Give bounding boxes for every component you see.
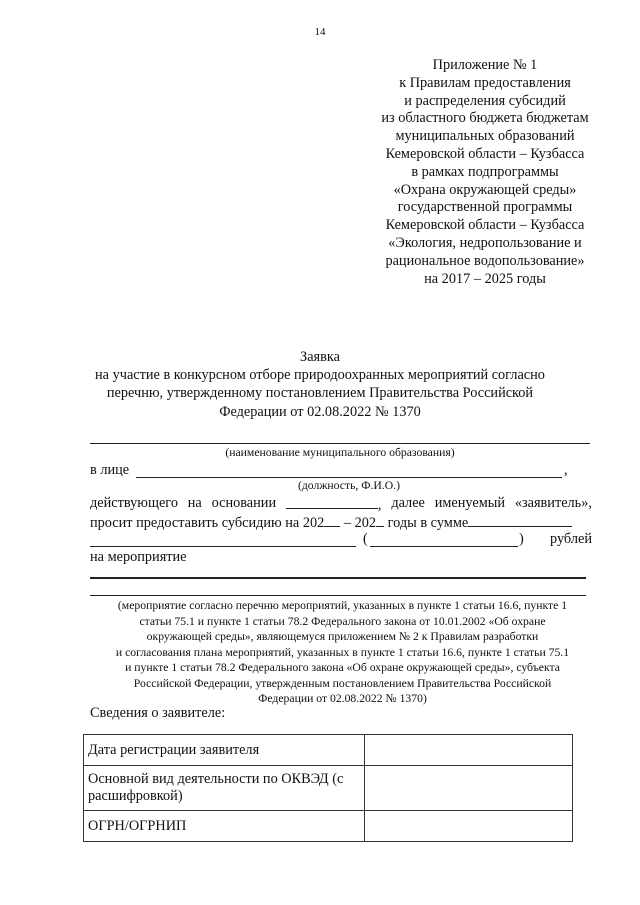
- paren-open: (: [363, 531, 368, 547]
- basis-word: «заявитель»,: [514, 495, 592, 511]
- appendix-line: «Экология, недропользование и: [388, 234, 582, 251]
- measure-caption-line: статьи 75.1 и пункте 1 статьи 78.2 Федерального закона от 10.01.2002 «Об охране: [139, 614, 546, 628]
- appendix-line: из областного бюджета бюджетам: [381, 110, 589, 127]
- basis-word: основании: [211, 495, 277, 511]
- measure-label: на мероприятие: [90, 549, 187, 565]
- appendix-line: государственной программы: [397, 199, 573, 216]
- sum-field-continuation[interactable]: [90, 546, 356, 547]
- appendix-line: в рамках подпрограммы: [411, 163, 559, 180]
- measure-caption-line: и согласования плана мероприятий, указанных в пункте 1 статьи 16.6, пункте 1 статьи 75.1: [115, 645, 570, 659]
- appendix-line: к Правилам предоставления: [399, 74, 571, 91]
- subsidy-text: – 202: [343, 515, 377, 531]
- municipality-name-field[interactable]: [90, 443, 590, 444]
- sum-in-words-field[interactable]: [370, 546, 518, 547]
- measure-caption-line: и пункте 1 статьи 78.2 Федерального закона «Об охране окружающей среды», субъекта: [125, 661, 560, 674]
- table-value-cell[interactable]: [365, 766, 573, 811]
- basis-word: действующего: [90, 495, 178, 511]
- table-value-cell[interactable]: [365, 735, 573, 766]
- measure-caption-line: Федерации от 02.08.2022 № 1370): [258, 692, 427, 705]
- measure-caption-line: (мероприятие согласно перечню мероприятий, указанных в пункте 1 статьи 16.6, пункте 1: [117, 599, 568, 612]
- table-row: [84, 811, 573, 842]
- measure-field-second-line[interactable]: [90, 595, 586, 596]
- table-label-cell: ОГРН/ОГРНИП: [84, 811, 365, 842]
- appendix-line: муниципальных образований: [395, 128, 575, 145]
- measure-caption-line: Российской Федерации, утвержденным постановлением Правительства Российской: [133, 676, 552, 690]
- appendix-line: на 2017 – 2025 годы: [424, 270, 546, 287]
- appendix-header: [330, 57, 640, 288]
- appendix-line: «Охрана окружающей среды»: [393, 181, 577, 198]
- table-label-cell: Дата регистрации заявителя: [84, 735, 365, 766]
- title-line: Федерации от 02.08.2022 № 1370: [219, 403, 421, 420]
- applicant-info-table: [83, 734, 573, 842]
- measure-caption-line: окружающей среды», являющемуся приложением № 2 к Правилам разработки: [146, 630, 539, 643]
- table-row: [84, 735, 573, 766]
- table-label-cell: Основной вид деятельности по ОКВЭД (с расшифровкой): [84, 766, 365, 811]
- application-title: [70, 348, 570, 421]
- in-person-comma: ,: [564, 462, 568, 478]
- title-line: на участие в конкурсном отборе природоохранных мероприятий согласно: [95, 367, 545, 384]
- subsidy-request-line: [90, 513, 572, 532]
- table-row: [84, 766, 573, 811]
- basis-document-field[interactable]: [286, 495, 378, 509]
- subsidy-text: годы в сумме: [387, 515, 469, 531]
- appendix-line: Кемеровской области – Кузбасса: [385, 217, 585, 234]
- appendix-line: Кемеровской области – Кузбасса: [385, 145, 585, 162]
- rubles-label: рублей: [550, 531, 592, 547]
- paren-close: ): [519, 531, 524, 547]
- basis-word: далее: [391, 495, 425, 511]
- municipality-caption: (наименование муниципального образования): [225, 446, 455, 459]
- basis-comma: ,: [377, 497, 382, 513]
- year-end-field[interactable]: [376, 513, 384, 527]
- table-value-cell[interactable]: [365, 811, 573, 842]
- appendix-line: Приложение № 1: [432, 57, 538, 73]
- title-heading: Заявка: [300, 349, 340, 365]
- applicant-info-label: Сведения о заявителе:: [90, 705, 226, 721]
- position-caption: (должность, Ф.И.О.): [297, 479, 401, 492]
- title-line: перечню, утвержденному постановлением Правительства Российской: [106, 385, 534, 402]
- in-person-field[interactable]: [136, 477, 562, 478]
- appendix-line: рациональное водопользование»: [385, 252, 585, 269]
- page-number: 14: [314, 26, 326, 38]
- appendix-line: и распределения субсидий: [404, 92, 566, 109]
- basis-word: на: [187, 495, 202, 511]
- measure-field[interactable]: [90, 577, 586, 579]
- year-start-field[interactable]: [324, 513, 340, 527]
- measure-caption: [90, 598, 595, 707]
- in-person-label: в лице: [90, 462, 130, 478]
- subsidy-text: просит предоставить субсидию на 202: [90, 515, 325, 531]
- sum-field[interactable]: [468, 513, 572, 527]
- basis-word: именуемый: [434, 495, 506, 511]
- basis-line: [90, 495, 592, 514]
